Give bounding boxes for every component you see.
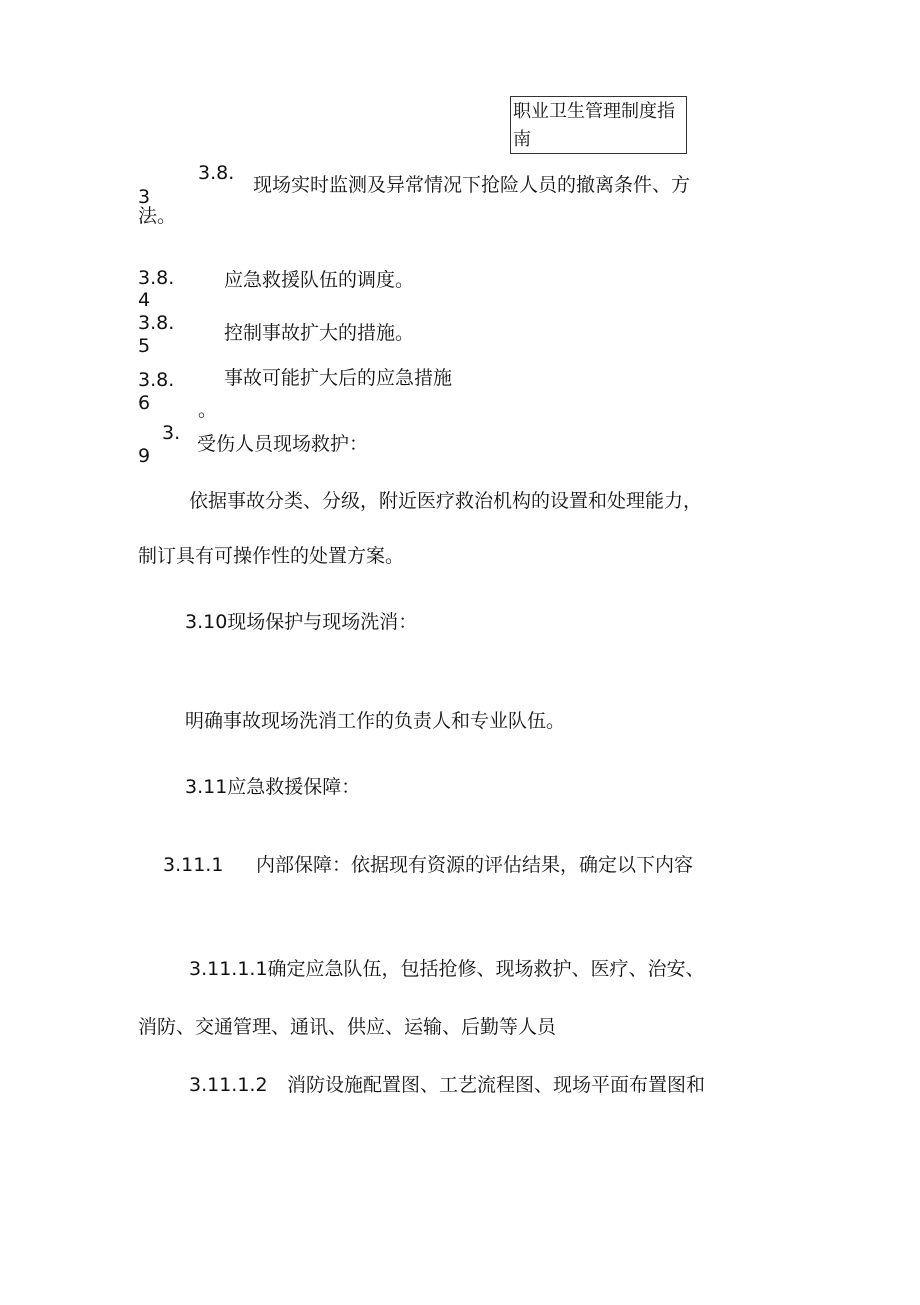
section-3-8-4-number-b: 4 <box>138 289 151 311</box>
header-title-box <box>510 96 687 154</box>
section-3-8-3-continuation: 法。 <box>138 205 177 227</box>
section-3-9-paragraph-line1: 依据事故分类、分级，附近医疗救治机构的设置和处理能力， <box>189 490 703 512</box>
section-3-8-3-number-a: 3.8. <box>198 162 235 184</box>
section-3-10-paragraph: 明确事故现场洗消工作的负责人和专业队伍。 <box>185 710 566 732</box>
section-3-8-6-text: 事故可能扩大后的应急措施 <box>224 367 453 389</box>
section-3-11-1-2-number: 3.11.1.2 <box>189 1074 268 1096</box>
section-3-8-6-number-a: 3.8. <box>138 369 175 391</box>
section-3-8-6-number-b: 6 <box>138 392 151 414</box>
section-3-8-6-tail: 。 <box>198 399 218 421</box>
section-3-11-1-1-line2: 消防、交通管理、通讯、供应、运输、后勤等人员 <box>138 1016 557 1038</box>
section-3-10-heading: 3.10现场保护与现场洗消： <box>185 611 418 633</box>
section-3-11-1-number: 3.11.1 <box>163 854 224 876</box>
section-3-11-1-1-line1: 3.11.1.1确定应急队伍，包括抢修、现场救护、医疗、治安、 <box>189 958 705 980</box>
section-3-8-5-number-a: 3.8. <box>138 312 175 334</box>
section-3-8-3-text: 现场实时监测及异常情况下抢险人员的撤离条件、方 <box>253 174 691 196</box>
section-3-11-1-2-text: 消防设施配置图、工艺流程图、现场平面布置图和 <box>287 1074 706 1096</box>
header-title-line2: 南 <box>513 129 531 150</box>
section-3-8-4-text: 应急救援队伍的调度。 <box>224 269 415 291</box>
section-3-9-paragraph-line2: 制订具有可操作性的处置方案。 <box>138 545 405 567</box>
header-title-line1: 职业卫生管理制度指 <box>513 101 675 122</box>
section-3-8-5-number-b: 5 <box>138 335 151 357</box>
section-3-9-number-b: 9 <box>138 445 151 467</box>
section-3-11-1-text: 内部保障：依据现有资源的评估结果，确定以下内容 <box>256 854 694 876</box>
section-3-11-heading: 3.11应急救援保障： <box>185 776 361 798</box>
section-3-8-5-text: 控制事故扩大的措施。 <box>224 322 415 344</box>
section-3-8-4-number-a: 3.8. <box>138 267 175 289</box>
section-3-9-heading: 受伤人员现场救护： <box>197 433 369 455</box>
section-3-8-3-number-b: 3 <box>138 186 151 208</box>
section-3-9-number-a: 3. <box>162 422 181 444</box>
